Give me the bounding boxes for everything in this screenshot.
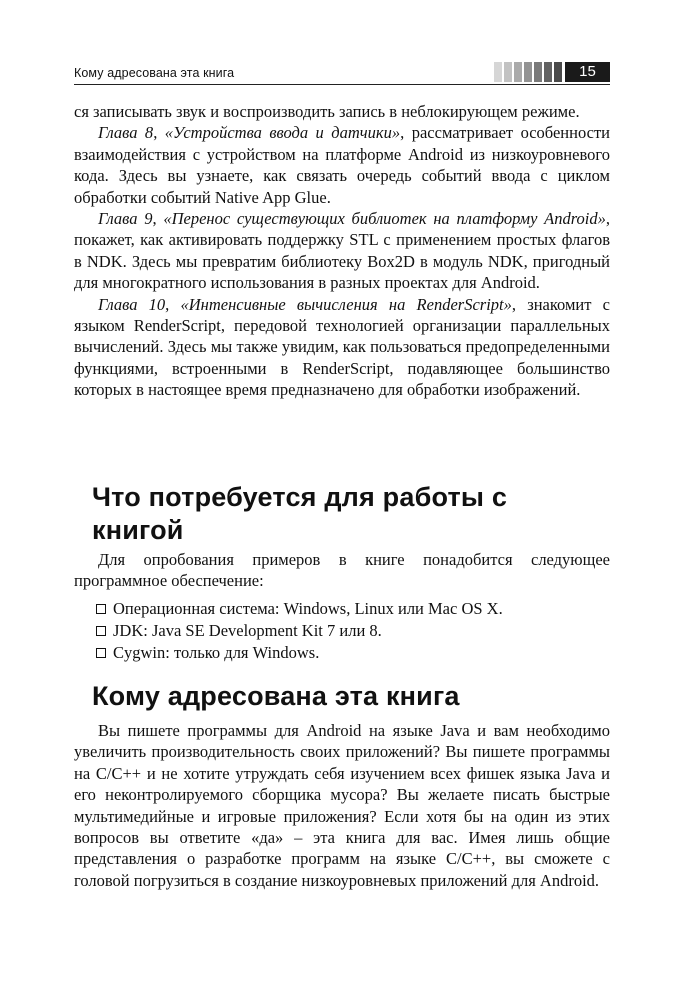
header-bar (514, 62, 522, 82)
paragraph-chapter-10 (74, 294, 610, 401)
requirements-intro (74, 549, 610, 592)
book-page (74, 0, 610, 1000)
separator: , (152, 209, 164, 229)
chapter-title: «Устройства ввода и датчики» (164, 123, 401, 143)
chapter-description: , рассматривает особенности взаимодействия с устройством на платформе Android из низкоуровневого кода. Здесь вы узнаете, как связать очередь событий ввода с циклом обработки событий Native App Glue. (74, 123, 610, 207)
section-heading-audience: Кому адресована эта книга (92, 681, 460, 711)
header-bar (534, 62, 542, 82)
separator: , (165, 294, 181, 314)
paragraph-continued: ся записывать звук и воспроизводить запись в неблокирующем режиме. (74, 102, 580, 121)
chapter-label: Глава 8 (98, 123, 154, 143)
header-bar (494, 62, 502, 82)
audience-text (74, 720, 610, 891)
running-title: Кому адресована эта книга (74, 66, 235, 80)
list-item (96, 598, 503, 620)
page-number: 15 (565, 62, 610, 82)
list-item (96, 642, 503, 664)
checkbox-icon (96, 604, 106, 614)
list-item-text: JDK: Java SE Development Kit 7 или 8. (113, 621, 382, 640)
header-bars (494, 62, 564, 82)
header-bar (504, 62, 512, 82)
header-bar (544, 62, 552, 82)
chapter-description: , знакомит с языком RenderScript, передовой технологией организации параллельных вычислений. Здесь мы также увидим, как пользоваться предопределенными функциями, встроенными в RenderScript, подавляющее большинство которых в настоящее время предназначено для обработки изображений. (74, 294, 610, 400)
requirements-intro-text: Для опробования примеров в книге понадобится следующее программное обеспечение: (74, 550, 610, 591)
paragraph-chapter-9 (74, 208, 610, 294)
audience-paragraph: Вы пишете программы для Android на языке Java и вам необходимо увеличить производительность своих приложений? Вы пишете программы на C/C++ и не хотите утруждать себя изучением всех фишек языка Java и его неконтролируемого сборщика мусора? Вы желаете писать быстрые мультимедийные и игровые приложения? Если хотя бы на один из этих вопросов вы ответите «да» – эта книга для вас. Имея лишь общие представления о разработке программ на языке C/C++, вы сможете с головой погрузиться в создание низкоуровневых приложений для Android. (74, 721, 610, 890)
requirements-list (96, 598, 503, 664)
intro-text (74, 101, 610, 401)
chapter-title: «Интенсивные вычисления на RenderScript» (180, 294, 512, 314)
chapter-description: , покажет, как активировать поддержку STL с применением простых флагов в NDK. Здесь мы превратим библиотеку Box2D в модуль NDK, пригодный для многократного использования в разных проектах для Android. (74, 209, 610, 293)
checkbox-icon (96, 648, 106, 658)
header-rule (74, 84, 610, 85)
list-item-text: Операционная система: Windows, Linux или Mac OS X. (113, 599, 503, 618)
header-bar (554, 62, 562, 82)
paragraph-chapter-8 (74, 122, 610, 208)
chapter-title: «Перенос существующих библиотек на платформу Android» (163, 209, 606, 229)
list-item (96, 620, 503, 642)
chapter-label: Глава 9 (98, 209, 153, 229)
section-heading-requirements: Что потребуется для работы с книгой (92, 482, 508, 545)
checkbox-icon (96, 626, 106, 636)
chapter-label: Глава 10 (98, 294, 166, 314)
header-bar (524, 62, 532, 82)
separator: , (153, 123, 165, 143)
list-item-text: Cygwin: только для Windows. (113, 643, 320, 662)
